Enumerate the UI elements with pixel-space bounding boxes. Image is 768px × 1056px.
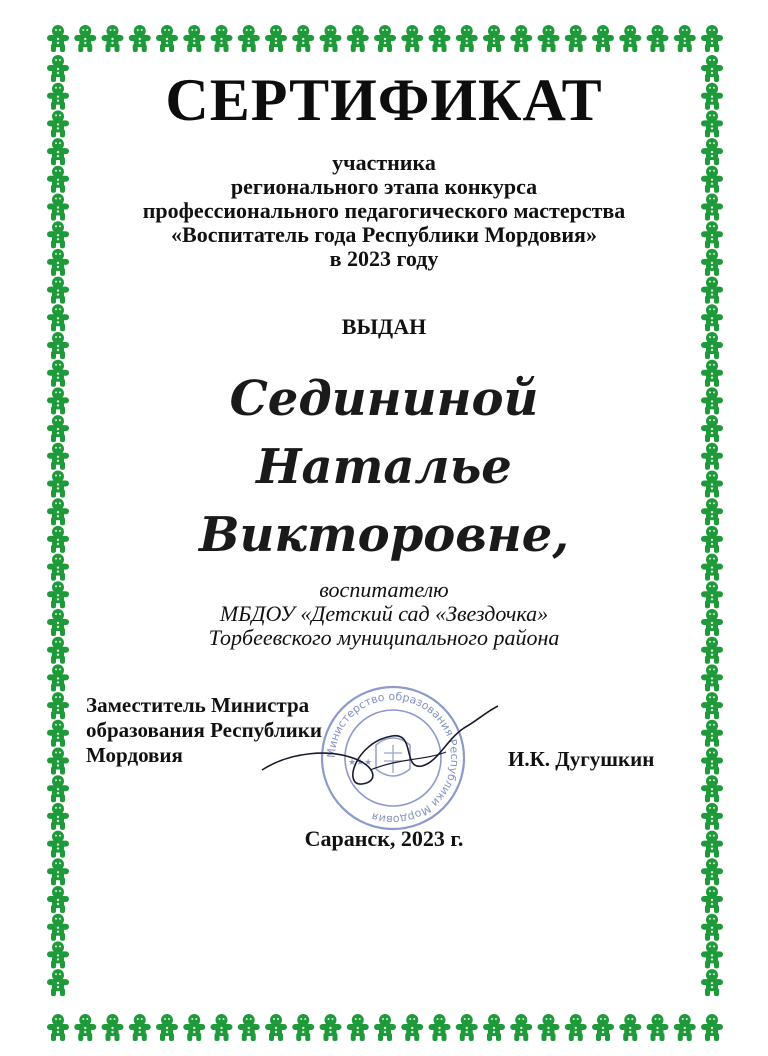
- gingerbread-figure: [129, 1014, 151, 1041]
- gingerbread-figure: [701, 748, 723, 775]
- gingerbread-figure: [320, 25, 342, 52]
- gingerbread-figure: [102, 1014, 124, 1041]
- recipient-first-name: Наталье: [256, 439, 512, 495]
- gingerbread-figure: [483, 25, 505, 52]
- gingerbread-figure: [538, 25, 560, 52]
- gingerbread-figure: [701, 775, 723, 802]
- gingerbread-figure: [538, 1014, 560, 1041]
- gingerbread-figure: [47, 858, 69, 885]
- gingerbread-figure: [674, 25, 696, 52]
- recipient-organization: МБДОУ «Детский сад «Звездочка»: [219, 601, 549, 626]
- gingerbread-figure: [292, 25, 314, 52]
- gingerbread-figure: [183, 25, 205, 52]
- gingerbread-figure: [183, 1014, 205, 1041]
- subtitle-line: в 2023 году: [329, 246, 439, 271]
- seal-text: Министерство образования Республики Мордовия: [324, 689, 462, 827]
- gingerbread-figure: [701, 692, 723, 719]
- gingerbread-figure: [701, 664, 723, 691]
- gingerbread-figure: [565, 25, 587, 52]
- gingerbread-figure: [47, 748, 69, 775]
- signatory-title-line: Заместитель Министра: [86, 693, 310, 717]
- gingerbread-figure: [292, 1014, 314, 1041]
- gingerbread-figure: [47, 969, 69, 996]
- recipient-district: Торбеевского муниципального района: [208, 625, 560, 650]
- gingerbread-figure: [456, 1014, 478, 1041]
- gingerbread-figure: [701, 858, 723, 885]
- gingerbread-figure: [156, 25, 178, 52]
- subtitle-line: регионального этапа конкурса: [230, 174, 538, 199]
- gingerbread-figure: [238, 25, 260, 52]
- gingerbread-figure: [374, 25, 396, 52]
- gingerbread-figure: [320, 1014, 342, 1041]
- gingerbread-figure: [701, 720, 723, 747]
- gingerbread-figure: [211, 25, 233, 52]
- subtitle-line: профессионального педагогического мастерства: [142, 198, 626, 223]
- gingerbread-figure: [347, 25, 369, 52]
- signer-name: И.К. Дугушкин: [508, 747, 655, 771]
- gingerbread-figure: [47, 1014, 69, 1041]
- gingerbread-figure: [47, 25, 69, 52]
- gingerbread-figure: [401, 1014, 423, 1041]
- gingerbread-figure: [701, 277, 723, 304]
- place-and-date: Саранск, 2023 г.: [304, 826, 464, 851]
- subtitle-line: «Воспитатель года Республики Мордовия»: [171, 222, 597, 247]
- gingerbread-figure: [238, 1014, 260, 1041]
- gingerbread-figure: [347, 1014, 369, 1041]
- gingerbread-figure: [47, 775, 69, 802]
- gingerbread-figure: [211, 1014, 233, 1041]
- gingerbread-figure: [47, 886, 69, 913]
- gingerbread-figure: [701, 886, 723, 913]
- gingerbread-figure: [156, 1014, 178, 1041]
- gingerbread-figure: [265, 25, 287, 52]
- gingerbread-figure: [592, 1014, 614, 1041]
- signatory-title-line: образования Республики: [86, 718, 322, 742]
- gingerbread-figure: [74, 1014, 96, 1041]
- gingerbread-figure: [510, 1014, 532, 1041]
- recipient-patronymic: Викторовне,: [198, 507, 570, 563]
- subtitle-line: участника: [332, 150, 436, 175]
- gingerbread-figure: [374, 1014, 396, 1041]
- gingerbread-figure: [619, 25, 641, 52]
- gingerbread-figure: [47, 664, 69, 691]
- recipient-position: воспитателю: [319, 577, 449, 602]
- gingerbread-figure: [701, 941, 723, 968]
- recipient-surname: Седининой: [229, 371, 539, 427]
- gingerbread-figure: [47, 720, 69, 747]
- gingerbread-figure: [674, 1014, 696, 1041]
- gingerbread-figure: [483, 1014, 505, 1041]
- gingerbread-figure: [701, 25, 723, 52]
- svg-text:★★★: ★★★: [348, 757, 373, 767]
- gingerbread-figure: [647, 1014, 669, 1041]
- gingerbread-figure: [102, 25, 124, 52]
- gingerbread-figure: [401, 25, 423, 52]
- gingerbread-figure: [47, 914, 69, 941]
- signatory-title-line: Мордовия: [86, 743, 183, 767]
- gingerbread-figure: [619, 1014, 641, 1041]
- gingerbread-figure: [647, 25, 669, 52]
- gingerbread-figure: [429, 1014, 451, 1041]
- gingerbread-figure: [565, 1014, 587, 1041]
- gingerbread-figure: [510, 25, 532, 52]
- gingerbread-figure: [429, 25, 451, 52]
- certificate-title: СЕРТИФИКАТ: [165, 67, 603, 133]
- gingerbread-figure: [701, 1014, 723, 1041]
- gingerbread-figure: [701, 914, 723, 941]
- issued-label: ВЫДАН: [341, 314, 427, 339]
- gingerbread-figure: [456, 25, 478, 52]
- gingerbread-figure: [47, 941, 69, 968]
- gingerbread-figure: [74, 25, 96, 52]
- gingerbread-figure: [47, 277, 69, 304]
- gingerbread-figure: [265, 1014, 287, 1041]
- gingerbread-figure: [701, 969, 723, 996]
- gingerbread-figure: [592, 25, 614, 52]
- gingerbread-figure: [47, 692, 69, 719]
- gingerbread-figure: [129, 25, 151, 52]
